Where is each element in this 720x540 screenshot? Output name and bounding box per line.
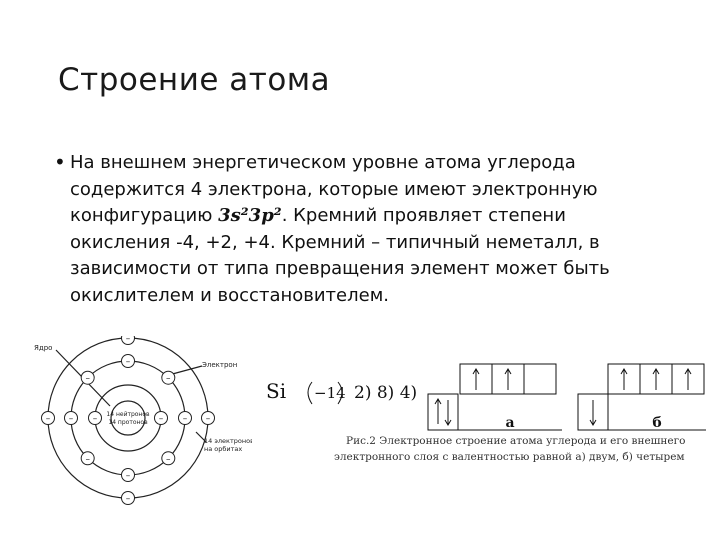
label-config-a: а [505,415,515,431]
electron-config-figure [262,352,712,472]
electron-sign: – [205,414,211,424]
nucleus [111,401,145,435]
electron-sign: – [125,357,131,367]
electron-sign: – [166,454,171,465]
figure-caption-1: Рис.2 Электронное строение атома углерода и его внешнего [346,435,686,447]
electron-sign: – [125,494,131,504]
electron-sign: – [125,336,131,344]
label-nucleus: Ядро [34,344,53,352]
orbit-inner [92,385,161,451]
label-config-b: б [652,415,662,431]
shell-distribution: 2) 8) 4) [354,383,418,403]
electron-sign: – [68,414,74,424]
electron-sign: – [158,414,164,424]
body-paragraph [70,150,670,309]
electron-sign: – [125,471,131,481]
electron-sign: – [166,373,171,384]
charge-arc-left [308,382,312,404]
nucleus-neutrons: 14 нейтронов [106,411,150,418]
bullet-marker: • [54,150,66,174]
label-electron: Электрон [202,361,238,369]
atom-model-svg [30,336,252,506]
paragraph-text-2: . Кремний проявляет степени окисления -4, +2, +4. Кремний – типичный неметалл, в зависимости от типа превращения элемент может быть окислителем и восстановителем. [70,205,610,306]
orbital-s-box-a [428,394,458,430]
electron-sign: – [85,373,90,384]
paragraph-text-1: На внешнем энергетическом уровне атома углерода содержится 4 электрона, которые имеют электронную конфигурацию [70,152,598,226]
electrons-note-2: на орбитах [204,445,243,453]
electron-sign: – [182,414,188,424]
nucleus-protons: 14 протонов [108,419,148,426]
electron-sign: – [92,414,98,424]
electron-formula: 3s²3p² [218,205,282,226]
electrons-note-1: 14 электронов [204,437,252,445]
figure-caption-2: электронного слоя с валентностью равной а) двум, б) четырем [334,451,685,463]
atom-model-figure [30,336,252,506]
nuclear-charge: −14 [314,384,346,402]
slide-title: Строение атома [58,62,331,98]
electron-config-svg [262,352,712,472]
electron-sign: – [45,414,51,424]
element-symbol: Si [266,379,287,403]
electron-sign: – [85,454,90,465]
